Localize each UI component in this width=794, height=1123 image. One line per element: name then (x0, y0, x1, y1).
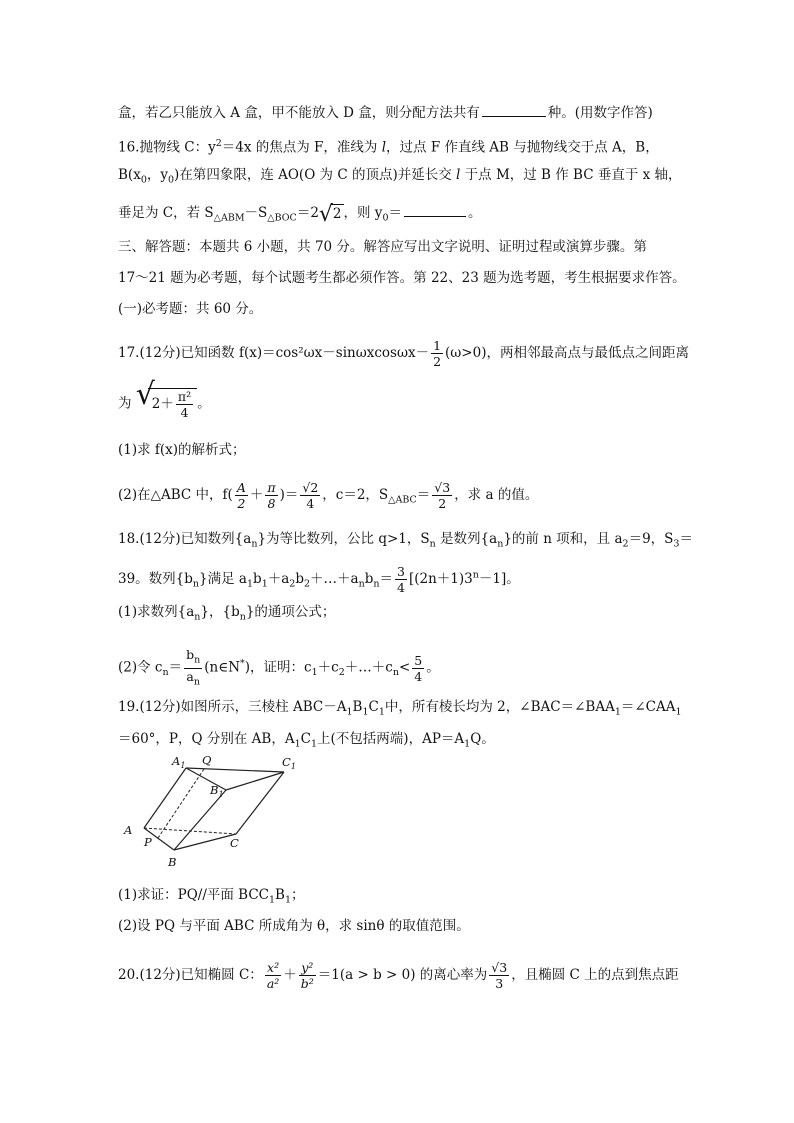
subscript: 1 (362, 706, 369, 718)
sqrt: √ 2＋ $\frac{\text{π²}}{4}$ (136, 388, 197, 420)
fraction: $\frac{√3}{3}$ (491, 960, 508, 991)
denominator: a² (266, 976, 280, 991)
subscript: n (497, 538, 504, 550)
problem-18-line-2 (118, 564, 678, 595)
label-A1: $A_1$ (172, 754, 186, 770)
text: 为 (118, 395, 136, 412)
label-C: C (230, 836, 239, 850)
text: ＝∠CAA (620, 699, 676, 715)
problem-18-part-2 (118, 647, 678, 689)
fraction (431, 338, 443, 369)
problem-19-part-1 (118, 886, 678, 910)
text: ，则 y (343, 205, 383, 221)
text: ； (291, 887, 305, 903)
text: ＋a (267, 571, 290, 587)
label-B: B (168, 855, 177, 869)
problem-18-part-1 (118, 603, 678, 627)
subscript: 3 (673, 538, 680, 550)
fraction (265, 960, 281, 991)
numerator: x² (265, 960, 281, 976)
problem-17-part-1: (1)求 f(x)的解析式； (118, 442, 246, 458)
text: }的前 n 项和，且 a (503, 531, 623, 547)
subscript: 1 (269, 894, 276, 906)
text: }满足 a (199, 571, 247, 587)
subscript: 2 (304, 578, 311, 590)
text: ＝2 (296, 205, 319, 221)
problem-20-line-1 (118, 960, 678, 991)
text: )，证明：c (244, 659, 312, 676)
text: 。 (426, 659, 440, 676)
italic-var: l (381, 139, 387, 156)
numerator: 5 (414, 652, 423, 668)
subscript: 2 (622, 538, 629, 550)
text: －S (244, 205, 268, 221)
text: (2)令 c (118, 659, 163, 676)
text: B (275, 887, 285, 903)
text: (1)求证：PQ//平面 BCC (118, 887, 269, 903)
subscript: n (193, 676, 200, 687)
prism-figure (118, 752, 298, 872)
numerator: π² (177, 389, 192, 404)
text: C (368, 699, 379, 715)
denominator: 4 (306, 496, 315, 511)
sqrt-body: 2＋ (151, 396, 174, 412)
subscript: 1 (614, 706, 621, 718)
text: ，求 a 的值。 (454, 487, 539, 503)
text: ＝ (388, 205, 402, 221)
denominator: 8 (267, 496, 276, 511)
denominator: a (186, 668, 194, 684)
edge-BC (174, 834, 236, 850)
subscript: n (373, 578, 380, 590)
edge-B1C1 (226, 772, 284, 790)
text: ＝ (679, 531, 693, 547)
text: [(2n＋1)3 (408, 571, 473, 587)
problem-17-line-1 (118, 338, 689, 369)
subscript: n (251, 538, 258, 550)
subscript: 1 (294, 738, 301, 750)
numerator: b (186, 647, 195, 662)
text: ＋…＋c (344, 659, 393, 676)
denominator: 2 (237, 496, 246, 511)
subscript: n (239, 611, 246, 623)
denominator: 3 (495, 976, 504, 991)
subscript: n (192, 578, 200, 590)
text: )在第四象限，连 AO(O 为 C 的顶点)并延长交 (174, 167, 457, 183)
subscript: 1 (246, 578, 254, 590)
subscript: n (429, 538, 436, 550)
text: 于点 M，过 B 作 BC 垂直于 x 轴， (460, 167, 682, 183)
subscript: 1 (311, 667, 318, 679)
text: －1]。 (478, 571, 520, 587)
numerator: 2 (310, 480, 319, 495)
subscript: △BOC (267, 212, 297, 224)
text: 39。数列{b (118, 571, 193, 587)
text: Q。 (470, 731, 495, 747)
text: ，过点 F 作直线 AB 与抛物线交于点 A，B， (386, 139, 659, 156)
label-C1: $C_1$ (282, 755, 296, 771)
section-3-note: 17～21 题为必考题，每个试题考生都必须作答。第 22、23 题为选考题，考生根据要求作答。 (118, 270, 686, 286)
problem-15-tail (118, 104, 678, 122)
text: b (253, 571, 262, 587)
subscript: 1 (310, 738, 318, 750)
text: ＋ (283, 967, 297, 983)
numerator: π (267, 480, 276, 495)
fraction (235, 480, 248, 511)
subscript: n (194, 654, 201, 666)
text: (1)求数列{a (118, 604, 195, 620)
text: 种。(用数字作答) (547, 105, 653, 121)
sqrt: √ 2 (318, 202, 342, 227)
numerator: 3 (442, 480, 451, 495)
problem-17-part-2 (118, 480, 678, 511)
subscript: 1 (284, 894, 292, 906)
text: ＋ (249, 487, 264, 503)
answer-blank (482, 104, 546, 117)
text: B(x (118, 167, 141, 183)
subscript: 1 (675, 706, 682, 718)
text: ＝9，S (628, 531, 674, 547)
fraction (265, 480, 277, 511)
text: (n∈N (204, 659, 241, 676)
numerator: 3 (499, 960, 508, 975)
text: 。 (197, 395, 211, 412)
subscript: 1 (346, 706, 353, 718)
text: ，c＝2，S (322, 487, 389, 503)
text: 垂足为 C，若 S (118, 205, 214, 221)
text: 19.(12分)如图所示，三棱柱 ABC－A (118, 699, 347, 715)
label-Q: Q (202, 753, 212, 767)
label-A: A (124, 823, 133, 837)
problem-18-line-1 (118, 530, 693, 554)
denominator: 2 (438, 496, 447, 511)
text: < (398, 659, 411, 676)
text: 上(不包括两端)，AP＝A (317, 731, 465, 747)
text: ＝ (168, 659, 183, 676)
text: 20.(12分)已知椭圆 C： (118, 967, 263, 983)
text: 。 (467, 205, 482, 221)
text: 中，所有棱长均为 2，∠BAC＝∠BAA (384, 699, 615, 715)
text: (ω>0)，两相邻最高点与最低点之间距离 (445, 345, 689, 361)
problem-16-line-1 (118, 135, 678, 157)
subscript: 1 (261, 578, 268, 590)
section-3-header: 三、解答题：本题共 6 小题，共 70 分。解答应写出文字说明、证明过程或演算步骤。第 (118, 239, 647, 255)
fraction (184, 647, 202, 689)
answer-blank (404, 204, 466, 217)
superscript: 2 (215, 138, 222, 149)
fraction: $\frac{√2}{4}$ (302, 480, 319, 511)
numerator: 1 (433, 338, 442, 353)
text: 18.(12分)已知数列{a (118, 531, 252, 547)
label-P: P (144, 835, 152, 849)
fraction: $\frac{√3}{2}$ (434, 480, 451, 511)
text: B (352, 699, 363, 715)
text: 17.(12分)已知函数 f(x)＝cos²ωx－sinωxcosωx－ (118, 345, 430, 361)
subscript: △ABM (213, 212, 245, 224)
subscript: 0 (382, 212, 389, 224)
subscript: △ABC (388, 494, 417, 506)
subscript: 1 (464, 738, 471, 750)
text: (2)在△ABC 中，f( (118, 487, 233, 503)
subscript: n (358, 578, 365, 590)
text: ＝ (379, 571, 394, 587)
numerator: y² (299, 960, 316, 976)
edge-CC1 (236, 772, 284, 834)
denominator: 4 (397, 580, 405, 595)
problem-19-line-2 (118, 730, 678, 754)
text: ＝4x 的焦点为 F，准线为 (221, 139, 382, 156)
fraction (299, 960, 316, 991)
subscript: n (194, 611, 201, 623)
numerator: 3 (397, 564, 405, 579)
problem-16-line-2 (118, 166, 682, 190)
text: 盒，若乙只能放入 A 盒，甲不能放入 D 盒，则分配方法共有 (118, 105, 480, 121)
subscript: n (162, 667, 169, 679)
text: 16.抛物线 C：y (118, 139, 216, 156)
fraction (176, 389, 193, 420)
required-part-header: (一)必考题：共 60 分。 (118, 301, 263, 317)
segment-PQ-hidden (158, 769, 204, 838)
text: ＝60°，P，Q 分别在 AB，A (118, 731, 295, 747)
subscript: 0 (140, 174, 147, 186)
edge-AC-hidden (144, 828, 236, 834)
text: b (364, 571, 374, 587)
text: ＋c (317, 659, 339, 676)
denominator: 2 (433, 354, 442, 369)
fraction (395, 564, 407, 595)
subscript: 1 (378, 706, 385, 718)
subscript: n (392, 667, 399, 679)
edge-BB1 (174, 790, 226, 850)
label-B1: $B_1$ (210, 783, 224, 799)
numerator: A (236, 480, 246, 495)
text: ＝ (416, 487, 431, 503)
subscript: 2 (338, 667, 345, 679)
problem-17-line-2 (118, 377, 678, 420)
text: }，{b (200, 604, 240, 620)
text: 是数列{a (435, 531, 498, 547)
text: ＝1(a > b > 0) 的离心率为 (317, 967, 488, 983)
text: ，且椭圆 C 上的点到焦点距 (511, 967, 679, 983)
fraction (412, 653, 424, 684)
text: }为等比数列，公比 q>1，S (257, 531, 430, 547)
superscript: * (240, 658, 245, 669)
text: )＝ (279, 487, 299, 503)
italic-var: l (456, 167, 461, 183)
text: ，y (146, 167, 168, 183)
edge-AA1 (144, 768, 186, 828)
text: C (300, 731, 311, 747)
problem-19-part-2: (2)设 PQ 与平面 ABC 所成角为 θ，求 sinθ 的取值范围。 (118, 918, 470, 934)
subscript: 2 (289, 578, 296, 590)
problem-16-line-3 (118, 204, 678, 228)
subscript: 0 (168, 174, 175, 186)
text: b (295, 571, 304, 587)
sqrt-body: 2 (332, 206, 342, 222)
text: }的通项公式； (245, 604, 336, 620)
text: ＋…＋a (310, 571, 359, 587)
edge-A1C1 (186, 768, 284, 772)
denominator: 4 (414, 668, 423, 684)
problem-19-line-1 (118, 698, 682, 722)
denominator: b² (300, 976, 314, 991)
denominator: 4 (180, 405, 189, 420)
superscript: n (472, 569, 479, 581)
